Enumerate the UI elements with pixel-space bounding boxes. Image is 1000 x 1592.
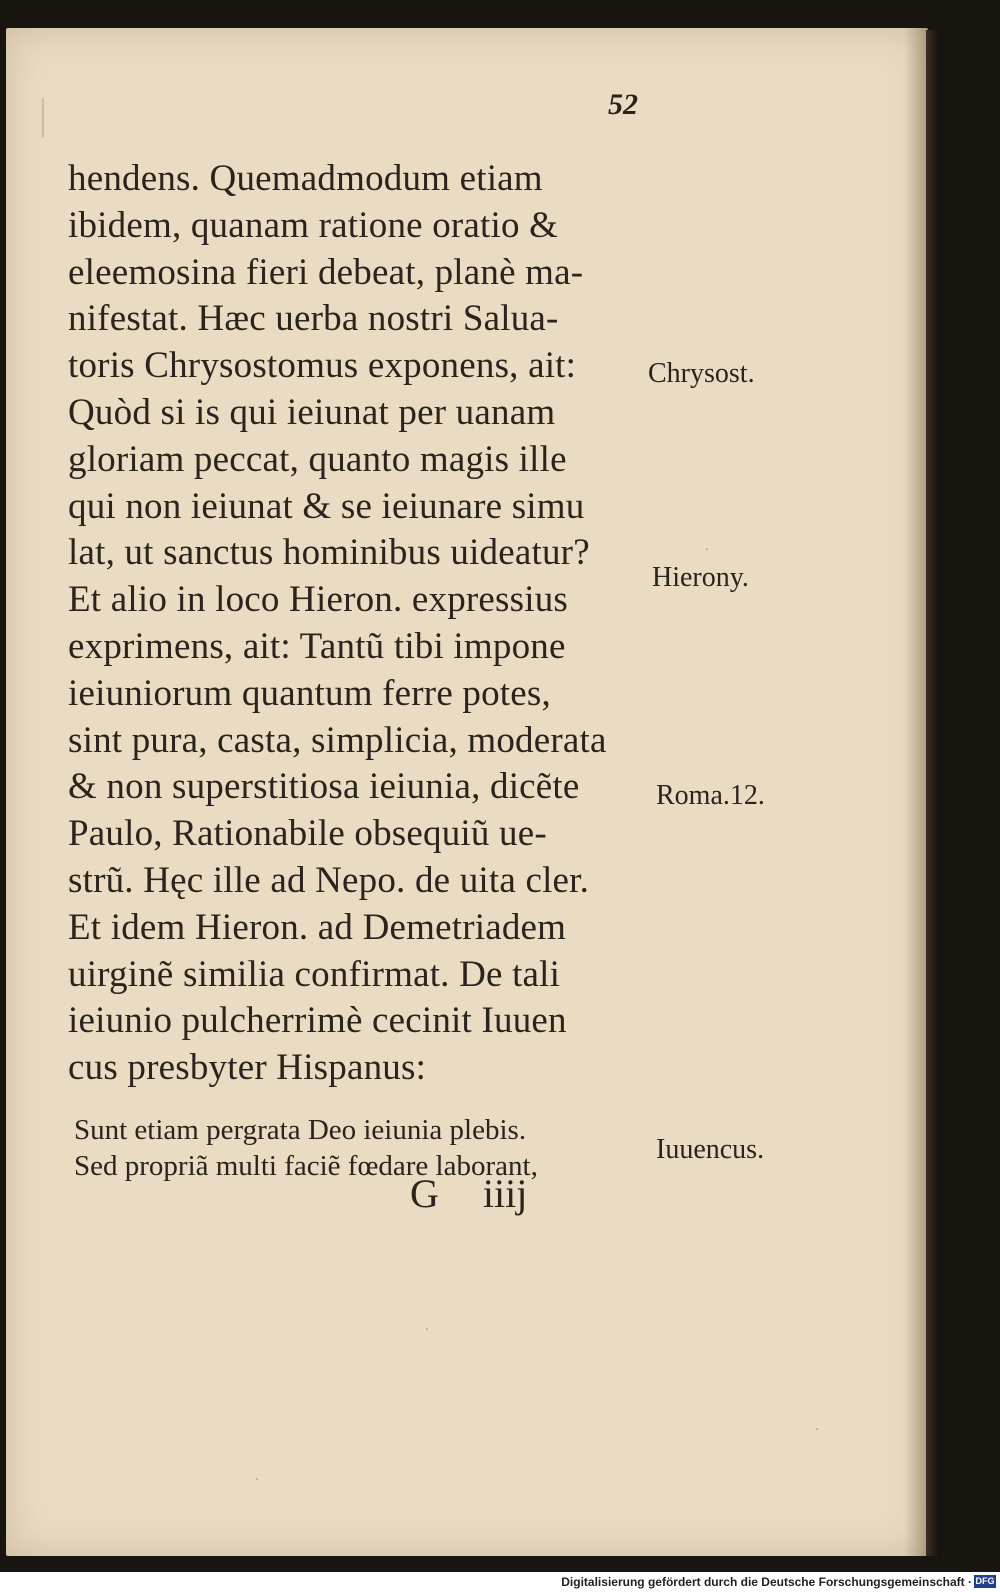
text-line: Et idem Hieron. ad Demetriadem xyxy=(68,906,567,948)
text-line: nifestat. Hæc uerba nostri Salua- xyxy=(68,298,559,340)
margin-note-hierony: Hierony. xyxy=(652,562,749,593)
text-line: ieiuniorum quantum ferre potes, xyxy=(68,672,551,714)
text-line: uirginẽ similia confirmat. De tali xyxy=(68,953,561,995)
text-line: Et alio in loco Hieron. expressius xyxy=(68,579,569,621)
text-line: toris Chrysostomus exponens, ait: xyxy=(68,345,577,387)
margin-note-roma: Roma.12. xyxy=(656,780,765,811)
main-text-block xyxy=(68,156,668,1092)
text-line: strũ. Hęc ille ad Nepo. de uita cler. xyxy=(68,859,590,901)
dfg-logo: DFG xyxy=(975,1576,995,1586)
margin-note-chrysost: Chrysost. xyxy=(648,358,755,389)
text-line: gloriam peccat, quanto magis ille xyxy=(68,438,567,480)
text-line: qui non ieiunat & se ieiunare simu xyxy=(68,485,585,527)
text-line: lat, ut sanctus hominibus uideatur? xyxy=(68,532,590,574)
text-line: sint pura, casta, simplicia, moderata xyxy=(68,719,607,761)
text-line: exprimens, ait: Tantũ tibi impone xyxy=(68,625,566,667)
book-page xyxy=(6,28,928,1556)
verse-line: Sed propriã multi faciẽ fœdare laborant, xyxy=(74,1150,538,1182)
text-line: Paulo, Rationabile obsequiũ ue- xyxy=(68,813,547,855)
text-line: Quòd si is qui ieiunat per uanam xyxy=(68,391,556,433)
margin-note-iuuencus: Iuuencus. xyxy=(656,1134,765,1165)
funding-credit: Digitalisierung gefördert durch die Deutsche Forschungsgemeinschaft · xyxy=(561,1575,972,1589)
text-line: & non superstitiosa ieiunia, dicẽte xyxy=(68,766,580,808)
verse-line: Sunt etiam pergrata Deo ieiunia plebis. xyxy=(74,1114,527,1146)
text-line: hendens. Quemadmodum etiam xyxy=(68,158,543,199)
folio-number: 52 xyxy=(608,88,638,121)
text-line: ieiunio pulcherrimè cecinit Iuuen xyxy=(68,1000,567,1042)
signature-mark: G iiij xyxy=(410,1171,528,1216)
text-line: cus presbyter Hispanus: xyxy=(68,1047,427,1089)
text-line: eleemosina fieri debeat, planè ma- xyxy=(68,251,584,293)
text-line: ibidem, quanam ratione oratio & xyxy=(68,204,559,246)
book-page-edge xyxy=(926,30,940,1556)
